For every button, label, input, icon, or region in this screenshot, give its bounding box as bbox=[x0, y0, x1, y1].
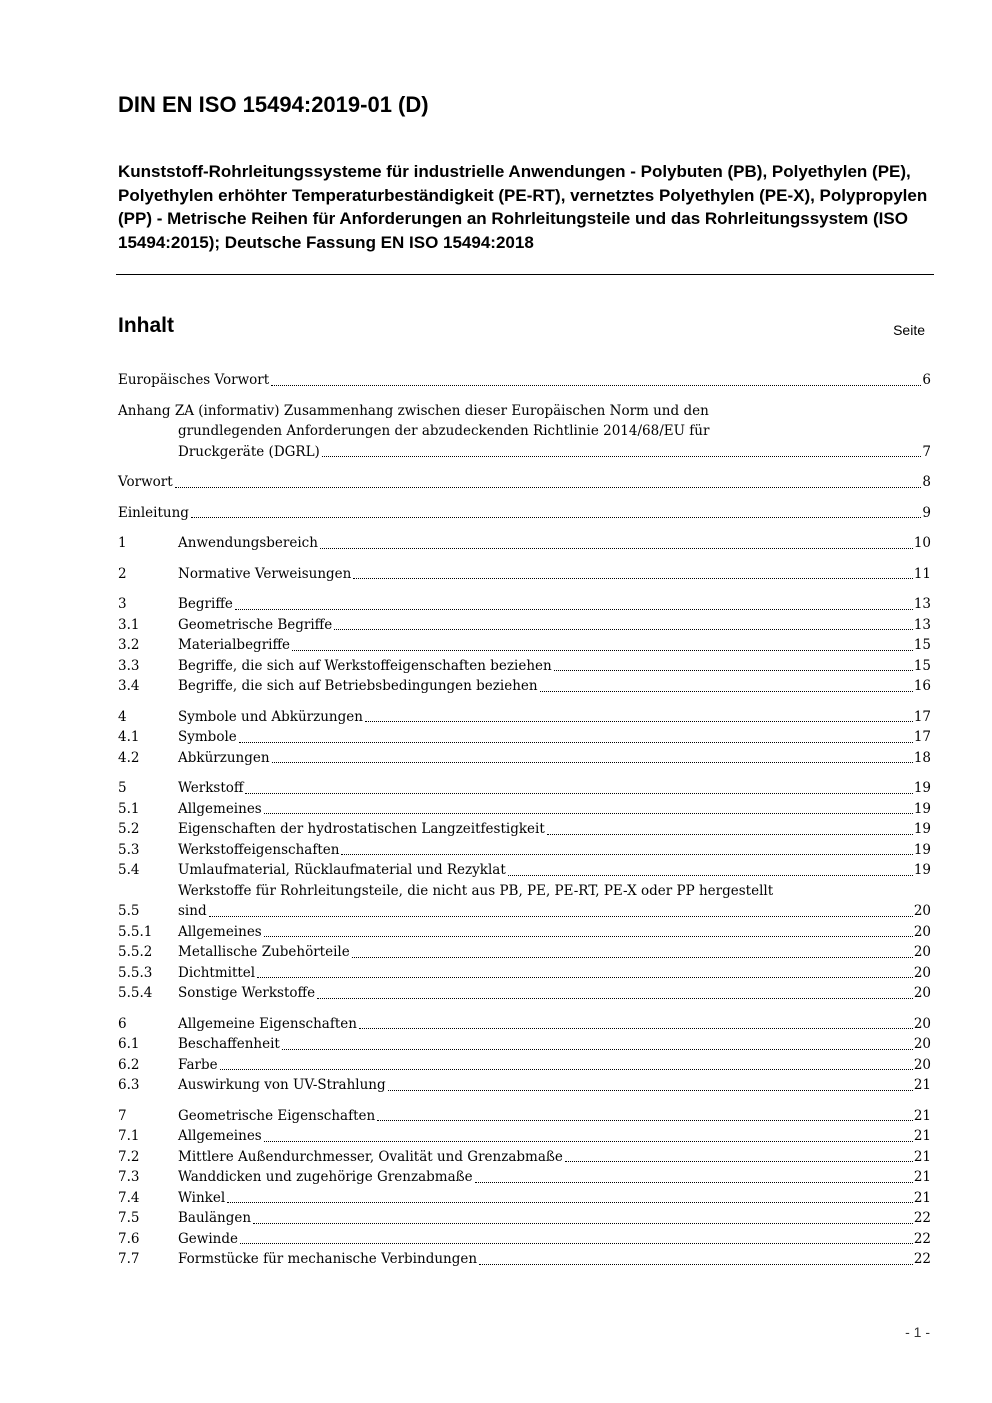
toc-entry[interactable] bbox=[118, 840, 931, 861]
toc-entry-number: 5.4 bbox=[118, 862, 140, 878]
title-divider bbox=[116, 274, 934, 275]
toc-entry-page: 21 bbox=[913, 1077, 931, 1093]
toc-entry-page: 7 bbox=[922, 443, 931, 460]
toc-leader-dots bbox=[282, 1049, 913, 1050]
toc-entry-number: 7.3 bbox=[118, 1169, 140, 1185]
toc-entry[interactable] bbox=[118, 615, 931, 636]
toc-entry[interactable] bbox=[118, 799, 931, 820]
toc-entry[interactable] bbox=[118, 881, 931, 922]
toc-entry-page: 8 bbox=[922, 474, 931, 490]
toc-entry[interactable] bbox=[118, 1055, 931, 1076]
toc-entry[interactable] bbox=[118, 676, 931, 697]
toc-entry-page: 20 bbox=[913, 944, 931, 960]
toc-entry-page: 19 bbox=[913, 780, 931, 796]
toc-entry-title: Beschaffenheit bbox=[178, 1036, 280, 1052]
toc-entry-page: 20 bbox=[913, 964, 931, 981]
toc-leader-dots bbox=[264, 1141, 913, 1142]
toc-entry-title: Mittlere Außendurchmesser, Ovalität und Grenzabmaße bbox=[178, 1148, 563, 1165]
toc-entry-number: 7.6 bbox=[118, 1230, 140, 1247]
toc-entry-title: Werkstoffeigenschaften bbox=[178, 841, 340, 858]
toc-entry-title: Vorwort bbox=[118, 474, 173, 490]
toc-leader-dots bbox=[479, 1264, 913, 1265]
toc-entry[interactable] bbox=[118, 472, 931, 493]
toc-entry-title: Werkstoff bbox=[178, 780, 244, 796]
toc-leader-dots bbox=[554, 670, 913, 671]
toc-entry-page: 19 bbox=[913, 821, 931, 837]
toc-entry[interactable] bbox=[118, 1147, 931, 1168]
toc-entry-title: Normative Verweisungen bbox=[178, 565, 352, 582]
toc-leader-dots bbox=[475, 1182, 913, 1183]
toc-entry[interactable] bbox=[118, 635, 931, 656]
toc-leader-dots bbox=[253, 1223, 913, 1224]
page-number: - 1 - bbox=[905, 1324, 930, 1340]
toc-entry-number: 3.1 bbox=[118, 616, 140, 633]
toc-entry-number: 6.2 bbox=[118, 1056, 140, 1073]
toc-leader-dots bbox=[245, 793, 912, 794]
toc-entry-page: 13 bbox=[913, 596, 931, 612]
toc-page-column-heading: Seite bbox=[893, 322, 925, 338]
toc-entry-number: 4.1 bbox=[118, 729, 140, 745]
document-title: DIN EN ISO 15494:2019-01 (D) bbox=[118, 92, 429, 117]
toc-entry-title: Baulängen bbox=[178, 1210, 252, 1226]
toc-entry-title-line: grundlegenden Anforderungen der abzudeckenden Richtlinie 2014/68/EU für bbox=[178, 423, 710, 439]
toc-entry-title: Einleitung bbox=[118, 504, 189, 521]
toc-entry[interactable] bbox=[118, 778, 931, 799]
toc-entry-page: 15 bbox=[913, 637, 931, 653]
toc-entry-title: Allgemeine Eigenschaften bbox=[178, 1015, 357, 1032]
toc-entry-page: 21 bbox=[913, 1169, 931, 1185]
toc-entry[interactable] bbox=[118, 533, 931, 554]
toc-entry[interactable] bbox=[118, 564, 931, 585]
toc-entry-title: Materialbegriffe bbox=[178, 637, 291, 653]
toc-leader-dots bbox=[227, 1202, 913, 1203]
toc-entry[interactable] bbox=[118, 594, 931, 615]
toc-leader-dots bbox=[565, 1161, 913, 1162]
toc-entry-title: Wanddicken und zugehörige Grenzabmaße bbox=[178, 1169, 473, 1185]
toc-entry-number: 5.3 bbox=[118, 841, 140, 858]
toc-leader-dots bbox=[322, 456, 922, 457]
toc-entry[interactable] bbox=[118, 1126, 931, 1147]
table-of-contents bbox=[118, 370, 931, 1270]
toc-entry-title: Werkstoffe für Rohrleitungsteile, die nicht aus PB, PE, PE-RT, PE-X oder PP hergestellt bbox=[178, 882, 774, 899]
toc-entry[interactable] bbox=[118, 727, 931, 748]
toc-entry-page: 19 bbox=[913, 841, 931, 858]
toc-entry-title: Gewinde bbox=[178, 1230, 238, 1247]
toc-entry-annex[interactable] bbox=[118, 401, 931, 463]
toc-entry-number: 7.7 bbox=[118, 1251, 140, 1267]
toc-entry[interactable] bbox=[118, 1106, 931, 1127]
toc-entry-page: 21 bbox=[913, 1148, 931, 1165]
toc-leader-dots bbox=[240, 1243, 913, 1244]
toc-leader-dots bbox=[235, 609, 913, 610]
toc-entry-number: 7.2 bbox=[118, 1148, 140, 1165]
toc-entry[interactable] bbox=[118, 1075, 931, 1096]
toc-leader-dots bbox=[540, 691, 913, 692]
toc-entry-number: 4 bbox=[118, 708, 127, 725]
toc-entry[interactable] bbox=[118, 370, 931, 391]
toc-entry-title: Symbole und Abkürzungen bbox=[178, 708, 363, 725]
toc-entry-page: 20 bbox=[913, 985, 931, 1001]
toc-leader-dots bbox=[320, 548, 913, 549]
toc-leader-dots bbox=[377, 1120, 913, 1121]
toc-entry-number: 5.5 bbox=[118, 903, 140, 919]
toc-leader-dots bbox=[220, 1069, 913, 1070]
toc-leader-dots bbox=[175, 487, 922, 488]
toc-entry-number: 7.1 bbox=[118, 1128, 140, 1144]
toc-entry-title: Sonstige Werkstoffe bbox=[178, 985, 316, 1001]
toc-entry-page: 10 bbox=[913, 535, 931, 551]
toc-entry-page: 20 bbox=[913, 1056, 931, 1073]
toc-entry-page: 9 bbox=[922, 504, 931, 521]
toc-entry[interactable] bbox=[118, 922, 931, 943]
toc-leader-dots bbox=[365, 721, 913, 722]
toc-leader-dots bbox=[257, 977, 913, 978]
toc-entry-page: 17 bbox=[913, 708, 931, 725]
document-subtitle: Kunststoff-Rohrleitungssysteme für industrielle Anwendungen - Polybuten (PB), Polyethylen (PE), Polyethylen erhöhter Temperaturbeständigkeit (PE-RT), vernetztes Polyethylen (PE-X), Polypropylen (PP) - Metrische Reihen für Anforderungen an Rohrleitungsteile und das Rohrleitungssystem (ISO 15494:2015); Deutsche Fassung EN ISO 15494:2018 bbox=[118, 162, 928, 252]
toc-entry-number: 7 bbox=[118, 1107, 127, 1124]
toc-entry-page: 20 bbox=[913, 1036, 931, 1052]
toc-entry[interactable] bbox=[118, 1167, 931, 1188]
toc-entry[interactable] bbox=[118, 963, 931, 984]
toc-entry-number: 6.1 bbox=[118, 1036, 140, 1052]
toc-entry-page: 21 bbox=[913, 1189, 931, 1206]
toc-entry-title: Begriffe, die sich auf Betriebsbedingungen beziehen bbox=[178, 678, 538, 694]
toc-entry[interactable] bbox=[118, 707, 931, 728]
toc-leader-dots bbox=[547, 834, 913, 835]
toc-entry-title: Allgemeines bbox=[178, 923, 262, 940]
toc-leader-dots bbox=[209, 916, 913, 917]
toc-entry-page: 19 bbox=[913, 862, 931, 878]
toc-leader-dots bbox=[352, 957, 913, 958]
toc-entry-page: 20 bbox=[913, 1015, 931, 1032]
toc-entry-page: 22 bbox=[913, 1210, 931, 1226]
toc-leader-dots bbox=[272, 762, 913, 763]
toc-entry-title: Dichtmittel bbox=[178, 964, 256, 981]
toc-leader-dots bbox=[334, 629, 913, 630]
toc-entry-title: Formstücke für mechanische Verbindungen bbox=[178, 1251, 478, 1267]
toc-leader-dots bbox=[353, 578, 912, 579]
toc-entry-title: Begriffe bbox=[178, 596, 233, 612]
toc-heading: Inhalt bbox=[118, 314, 174, 337]
toc-entry-number: 5 bbox=[118, 780, 127, 796]
toc-entry-number: 3.2 bbox=[118, 637, 140, 653]
toc-entry[interactable] bbox=[118, 1014, 931, 1035]
toc-entry-page: 17 bbox=[913, 729, 931, 745]
toc-entry-number: 3.3 bbox=[118, 657, 140, 674]
toc-entry-title: Eigenschaften der hydrostatischen Langzeitfestigkeit bbox=[178, 821, 545, 837]
toc-entry-page: 19 bbox=[913, 800, 931, 817]
toc-entry[interactable] bbox=[118, 1208, 931, 1229]
toc-entry-number: 3 bbox=[118, 596, 127, 612]
toc-entry-title: Winkel bbox=[178, 1189, 226, 1206]
toc-leader-dots bbox=[191, 517, 921, 518]
toc-entry-page: 16 bbox=[913, 678, 931, 694]
toc-entry-number: 5.5.2 bbox=[118, 944, 153, 960]
toc-entry-page: 21 bbox=[913, 1107, 931, 1124]
toc-entry[interactable] bbox=[118, 1229, 931, 1250]
toc-leader-dots bbox=[359, 1028, 913, 1029]
toc-entry-number: 5.2 bbox=[118, 821, 140, 837]
toc-entry[interactable] bbox=[118, 503, 931, 524]
toc-entry-page: 15 bbox=[913, 657, 931, 674]
toc-entry-number: 4.2 bbox=[118, 749, 140, 766]
toc-entry-title: Farbe bbox=[178, 1056, 218, 1073]
toc-leader-dots bbox=[292, 650, 913, 651]
toc-entry-page: 22 bbox=[913, 1230, 931, 1247]
toc-leader-dots bbox=[264, 936, 913, 937]
toc-entry-number: 3.4 bbox=[118, 678, 140, 694]
toc-entry-title: Umlaufmaterial, Rücklaufmaterial und Rezyklat bbox=[178, 862, 506, 878]
toc-entry[interactable] bbox=[118, 942, 931, 963]
toc-entry-number: 2 bbox=[118, 565, 127, 582]
toc-entry-number: 6.3 bbox=[118, 1077, 140, 1093]
toc-entry[interactable] bbox=[118, 1188, 931, 1209]
toc-leader-dots bbox=[264, 813, 913, 814]
toc-entry-title: Abkürzungen bbox=[178, 749, 270, 766]
toc-entry-title-line: Anhang ZA (informativ) Zusammenhang zwischen dieser Europäischen Norm und den bbox=[118, 402, 709, 419]
toc-entry-page: 20 bbox=[913, 903, 931, 919]
toc-entry-page: 22 bbox=[913, 1251, 931, 1267]
toc-entry-title: Metallische Zubehörteile bbox=[178, 944, 350, 960]
toc-entry-title: Auswirkung von UV-Strahlung bbox=[178, 1077, 386, 1093]
toc-entry-title: Geometrische Eigenschaften bbox=[178, 1107, 376, 1124]
toc-entry[interactable] bbox=[118, 1034, 931, 1055]
toc-entry-page: 13 bbox=[913, 616, 931, 633]
toc-entry-title-continued: sind bbox=[178, 903, 207, 919]
toc-entry[interactable] bbox=[118, 748, 931, 769]
toc-entry-title: Begriffe, die sich auf Werkstoffeigenschaften beziehen bbox=[178, 657, 552, 674]
toc-entry[interactable] bbox=[118, 819, 931, 840]
toc-entry-page: 21 bbox=[913, 1128, 931, 1144]
toc-leader-dots bbox=[271, 385, 921, 386]
toc-entry-number: 7.5 bbox=[118, 1210, 140, 1226]
toc-entry-number: 7.4 bbox=[118, 1189, 140, 1206]
toc-entry[interactable] bbox=[118, 656, 931, 677]
toc-entry-number: 5.5.4 bbox=[118, 985, 153, 1001]
toc-entry-number: 1 bbox=[118, 535, 127, 551]
toc-entry-number: 5.5.1 bbox=[118, 923, 153, 940]
toc-leader-dots bbox=[388, 1090, 913, 1091]
toc-entry-page: 6 bbox=[922, 372, 931, 388]
toc-entry-title: Anwendungsbereich bbox=[178, 535, 318, 551]
toc-entry-page: 11 bbox=[913, 565, 931, 582]
toc-leader-dots bbox=[508, 875, 913, 876]
toc-entry-title: Geometrische Begriffe bbox=[178, 616, 333, 633]
toc-entry-title-line: Druckgeräte (DGRL) bbox=[178, 443, 320, 460]
toc-entry[interactable] bbox=[118, 1249, 931, 1270]
toc-entry-title: Allgemeines bbox=[178, 1128, 262, 1144]
toc-entry-page: 18 bbox=[913, 749, 931, 766]
toc-entry-title: Symbole bbox=[178, 729, 237, 745]
toc-entry-page: 20 bbox=[913, 923, 931, 940]
toc-entry-title: Europäisches Vorwort bbox=[118, 372, 270, 388]
toc-entry[interactable] bbox=[118, 860, 931, 881]
toc-entry-number: 5.1 bbox=[118, 800, 140, 817]
toc-entry[interactable] bbox=[118, 983, 931, 1004]
toc-leader-dots bbox=[317, 998, 913, 999]
toc-entry-number: 6 bbox=[118, 1015, 127, 1032]
toc-entry-title: Allgemeines bbox=[178, 800, 262, 817]
toc-entry-number: 5.5.3 bbox=[118, 964, 153, 981]
toc-leader-dots bbox=[239, 742, 913, 743]
toc-leader-dots bbox=[341, 854, 912, 855]
